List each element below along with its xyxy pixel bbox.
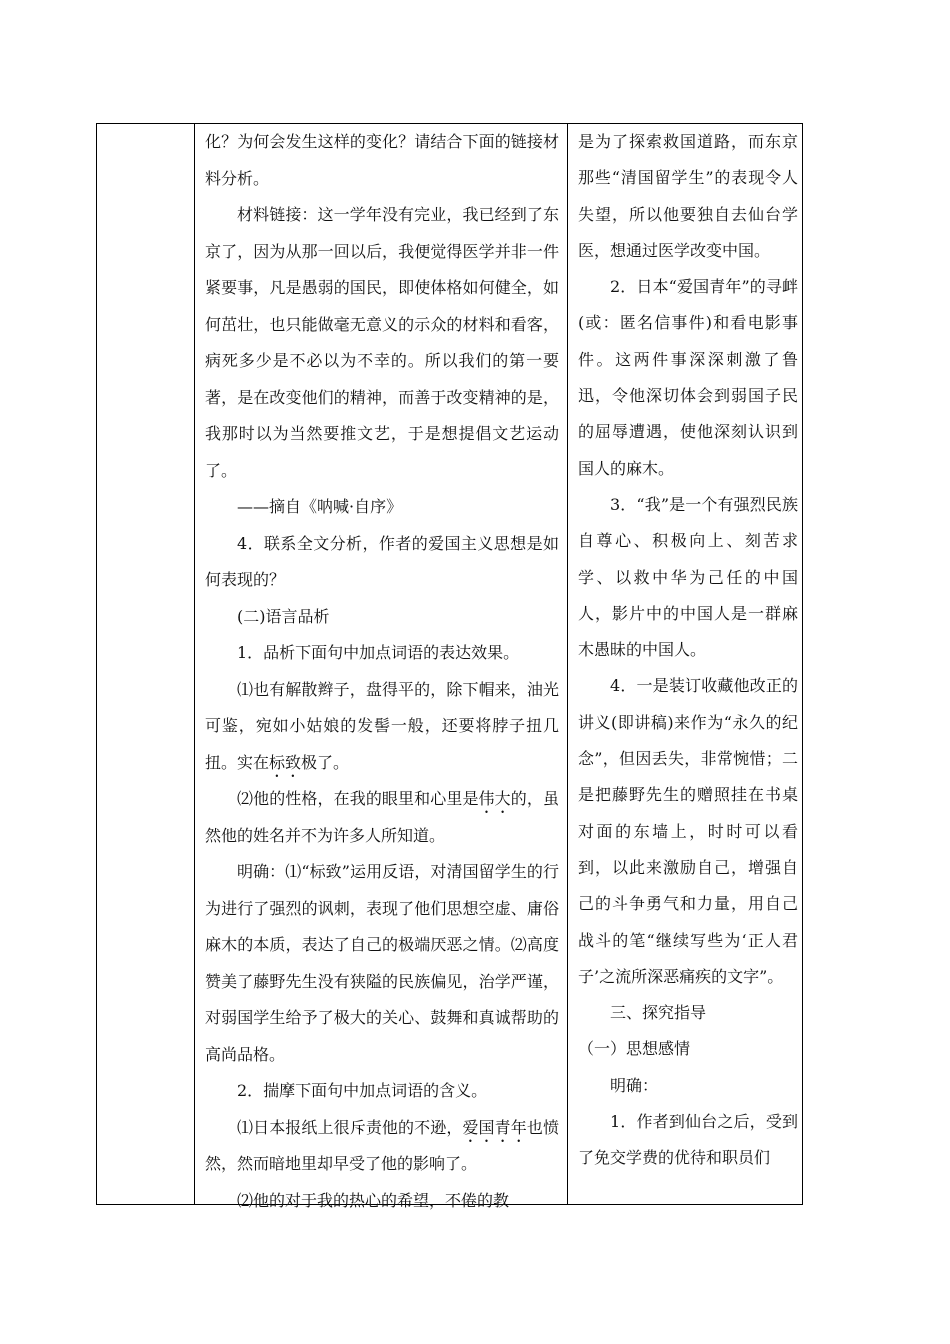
dotted-word-weida: 伟大 xyxy=(478,789,511,808)
mid-paragraph-source: ——摘自《呐喊·自序》 xyxy=(237,497,403,516)
mid-paragraph-material: 材料链接：这一学年没有完业，我已经到了东京了，因为从那一回以后，我便觉得医学并非一件紧要事，凡是愚弱的国民，即使体格如何健全，如何茁壮，也只能做毫无意义的示众的材料和看客，病死多少是不必以为不幸的。所以我们的第一要著，是在改变他们的精神，而善于改变精神的是，我那时以为当然要推文艺，于是想提倡文艺运动了。 xyxy=(205,205,559,480)
mid-answer: 明确：⑴“标致”运用反语，对清国留学生的行为进行了强烈的讽刺，表现了他们思想空虚、庸俗麻木的本质，表达了自己的极端厌恶之情。⑵高度赞美了藤野先生没有狭隘的民族偏见，治学严谨，对弱国学生给予了极大的关心、鼓舞和真诚帮助的高尚品格。 xyxy=(205,862,559,1064)
dotted-word-biaozhi: 标致 xyxy=(269,752,302,772)
mid-sentence-1: ⑴也有解散辫子，盘得平的，除下帽来，油光可鉴，宛如小姑娘的发髻一般，还要将脖子扭几扭。实在标致极了。 xyxy=(205,679,559,772)
mid-section-heading: (二)语言品析 xyxy=(237,606,330,626)
right-paragraph-1: 是为了探索救国道路，而东京那些“清国留学生”的表现令人失望，所以他要独自去仙台学医，想通过医学改变中国。 xyxy=(578,132,798,260)
right-answer-2: 2．日本“爱国青年”的寻衅(或：匿名信事件)和看电影事件。这两件事深深刺激了鲁迅，令他深切体会到弱国子民的屈辱遭遇，使他深刻认识到国人的麻木。 xyxy=(578,277,798,478)
mid-item-1: 1．品析下面句中加点词语的表达效果。 xyxy=(237,643,520,662)
dotted-word-aiguoqingnian: 爱国青年 xyxy=(462,1117,527,1137)
right-answer-5: 1．作者到仙台之后，受到了免交学费的优待和职员们 xyxy=(578,1112,798,1168)
lesson-table xyxy=(96,123,803,1210)
mid-sentence-2: ⑵他的性格，在我的眼里和心里是伟大的，虽然他的姓名并不为许多人所知道。 xyxy=(205,789,559,845)
right-answer-4: 4．一是装订收藏他改正的讲义(即讲稿)来作为“永久的纪念”，但因丢失，非常惋惜；二是把藤野先生的赠照挂在书桌对面的东墙上，时时可以看到，以此来激励自己，增强自己的斗争勇气和力量，用自己战斗的笔“继续写些为‘正人君子’之流所深恶痛疾的文字”。 xyxy=(578,676,798,986)
right-subheading: （一）思想感情 xyxy=(578,1039,691,1059)
right-column xyxy=(568,124,804,1177)
middle-column xyxy=(195,124,567,1219)
mid-question-4: 4．联系全文分析，作者的爱国主义思想是如何表现的？ xyxy=(205,533,559,589)
right-section-heading: 三、探究指导 xyxy=(610,1003,707,1023)
mid-paragraph-1: 化？为何会发生这样的变化？请结合下面的链接材料分析。 xyxy=(205,132,559,188)
mid-sentence-4: ⑵他的对于我的热心的希望，不倦的教 xyxy=(237,1190,510,1210)
mid-item-2: 2．揣摩下面句中加点词语的含义。 xyxy=(237,1081,488,1100)
mid-sentence-3: ⑴日本报纸上很斥责他的不逊，爱国青年也愤然，然而暗地里却早受了他的影响了。 xyxy=(205,1117,559,1173)
right-answer-3: 3．“我”是一个有强烈民族自尊心、积极向上、刻苦求学、以救中华为己任的中国人，影片中的中国人是一群麻木愚昧的中国人。 xyxy=(578,494,798,660)
right-mingque: 明确： xyxy=(610,1075,659,1095)
